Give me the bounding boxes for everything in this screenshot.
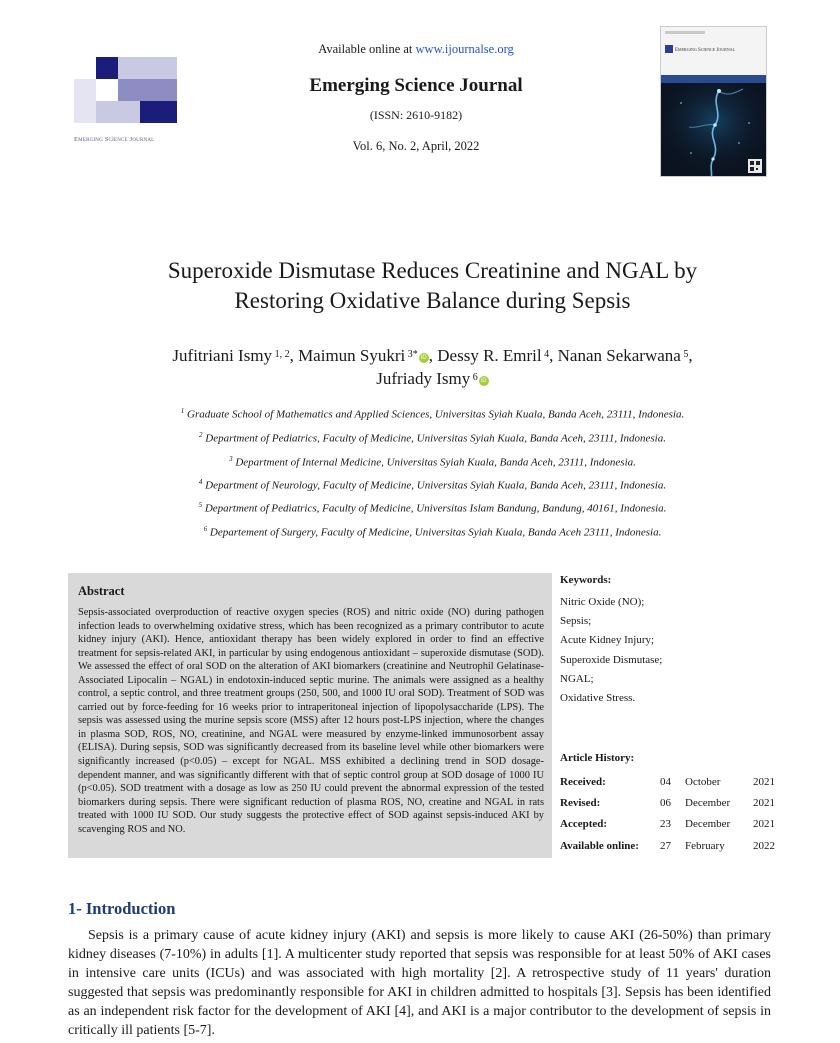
author-superscript: 6 — [472, 372, 478, 383]
affiliation — [100, 455, 765, 469]
article-history-heading: Article History: — [560, 752, 635, 764]
affiliation-text: Departement of Surgery, Faculty of Medicine, Universitas Syiah Kuala, Banda Aceh 23111, Indonesia. — [209, 526, 662, 539]
affiliation-text: Department of Internal Medicine, Universitas Syiah Kuala, Banda Aceh, 23111, Indonesia. — [235, 456, 636, 469]
history-month: October — [685, 776, 721, 788]
author-name: , Maimun Syukri — [289, 346, 406, 365]
affiliation-number: 5 — [198, 501, 203, 509]
author-list — [100, 344, 765, 390]
affiliation — [100, 478, 765, 492]
author-name: Jufriady Ismy — [376, 369, 471, 388]
available-online — [240, 42, 592, 57]
section-heading-introduction: 1- Introduction — [68, 899, 176, 918]
author-superscript: 1, 2 — [274, 349, 290, 360]
journal-issn: (ISSN: 2610-9182) — [369, 108, 463, 122]
history-month: December — [685, 818, 731, 830]
title-line-1: Superoxide Dismutase Reduces Creatinine and NGAL by — [167, 258, 698, 283]
history-row-available — [560, 840, 780, 854]
keyword-item: NGAL; — [560, 672, 594, 685]
history-row-revised — [560, 797, 780, 811]
abstract-text: Sepsis-associated overproduction of reactive oxygen species (ROS) and nitric oxide (NO) during pathogen infection leads to overwhelming oxidative stress, which has been recognized as a primary contributor to acute kidney injury (AKI). Hence, antioxidant therapy has been widely explored in order to find an effective treatment for sepsis-related AKI, in particular by using endogenous antioxidant – superoxide dismutase (SOD). We assessed the effect of oral SOD on the alteration of AKI biomarkers (creatinine and Neutrophil Gelatinase-Associated Lipocalin – NGAL) in endotoxin-induced septic murine. The animals were assigned as a healthy control, a septic control, and three treatment groups (250, 500, and 1000 IU oral SOD). Treatment of SOD was carried out by force-feeding for 16 weeks prior to intraperitoneal injection of lipopolysaccharide (LPS). The sepsis was assessed using the murine sepsis score (MSS) after 12 hours post-LPS injection, where the changes in plasma SOD, ROS, NO, creatinine, and NGAL were measured by enzyme-linked immunosorbent assay (ELISA). During sepsis, SOD was significantly decreased from its baseline level while other biomarkers were significantly increased (p<0.05) – except for NGAL. MSS exhibited a declining trend in SOD dosage-dependent manner, and was significantly different with that of septic control group at SOD dosage of 1000 IU (p<0.05). SOD treatment with a dosage as low as 250 IU could prevent the abnormal expression of the tested biomarkers during sepsis. There were significant reduction of plasma ROS, NO, creatine and NGAL in rats treated with 1000 IU SOD. Our study suggests the protective effect of SOD against sepsis-induced AKI by scavenging ROS and NO. — [78, 607, 544, 835]
author-line-1 — [100, 344, 765, 367]
author-name: Jufitriani Ismy — [172, 346, 273, 365]
keyword-item: Sepsis; — [560, 615, 592, 628]
introduction-paragraph: Sepsis is a primary cause of acute kidney injury (AKI) and sepsis is more likely to cause AKI (26-50%) than primary kidney diseases (7-10%) in adults [1]. A multicenter study reported that sepsis was responsible for at least 50% of AKI cases in intensive care units (ICUs) and was associated with high mortality [2]. A retrospective study of 11 years' duration suggested that sepsis was predominantly responsible for AKI in children admitted to hospitals [3]. Sepsis has been identified as an independent risk factor for the development of AKI [4], and AKI is a major contributor to the development of sepsis in critically ill patients [5-7]. — [68, 928, 771, 1039]
affiliation-number: 3 — [229, 455, 233, 463]
affiliation-number: 2 — [199, 431, 203, 439]
journal-volume: Vol. 6, No. 2, April, 2022 — [352, 139, 480, 153]
keyword-item: Oxidative Stress. — [560, 692, 636, 705]
history-row-accepted — [560, 818, 780, 832]
keyword-item: Nitric Oxide (NO); — [560, 596, 645, 608]
history-day: 06 — [660, 797, 671, 809]
history-day: 27 — [660, 840, 671, 852]
history-year: 2021 — [753, 797, 775, 809]
author-name: , Nanan Sekarwana — [549, 346, 681, 365]
journal-logo — [74, 47, 177, 150]
affiliation-text: Department of Pediatrics, Faculty of Medicine, Universitas Syiah Kuala, Banda Aceh, 23111, Indonesia. — [205, 432, 666, 445]
author-name: , Dessy R. Emril — [428, 346, 542, 365]
author-superscript: 3* — [407, 349, 418, 360]
available-prefix: Available online at — [318, 42, 416, 56]
history-year: 2022 — [753, 840, 775, 852]
keywords-heading: Keywords: — [560, 574, 612, 586]
abstract-heading: Abstract — [78, 584, 125, 598]
history-day: 04 — [660, 776, 671, 788]
keyword-item: Superoxide Dismutase; — [560, 653, 663, 666]
history-month: February — [685, 840, 725, 852]
orcid-icon[interactable]: iD — [479, 376, 489, 386]
logo-text: Emerging Science Journal — [74, 136, 155, 143]
paper-title — [100, 256, 765, 316]
cover-title: Emerging Science Journal — [675, 48, 736, 53]
affiliation — [100, 501, 765, 515]
affiliation-number: 1 — [180, 407, 185, 415]
affiliation — [100, 525, 765, 539]
journal-link[interactable]: www.ijournalse.org — [415, 42, 514, 56]
journal-cover-image — [660, 26, 767, 177]
history-day: 23 — [660, 818, 671, 830]
keywords-list — [560, 593, 662, 708]
orcid-icon[interactable]: iD — [419, 353, 429, 363]
keyword-item: Acute Kidney Injury; — [560, 634, 655, 647]
affiliation — [100, 407, 765, 421]
affiliation-text: Department of Neurology, Faculty of Medicine, Universitas Syiah Kuala, Banda Aceh, 23111, Indonesia. — [205, 479, 667, 492]
affiliation-text: Department of Pediatrics, Faculty of Medicine, Universitas Islam Bandung, Bandung, 40161, Indonesia. — [204, 502, 667, 515]
history-year: 2021 — [753, 776, 775, 788]
author-superscript: 5 — [683, 349, 689, 360]
history-month: December — [685, 797, 731, 809]
history-label: Revised: — [560, 797, 601, 809]
author-line-2 — [100, 367, 765, 390]
history-row-received — [560, 776, 780, 790]
title-line-2: Restoring Oxidative Balance during Sepsis — [234, 288, 631, 313]
author-superscript: 4 — [544, 349, 550, 360]
journal-name: Emerging Science Journal — [309, 75, 523, 96]
history-year: 2021 — [753, 818, 775, 830]
cover-artwork — [661, 83, 767, 177]
history-label: Available online: — [560, 840, 639, 852]
affiliation-number: 4 — [198, 478, 203, 486]
affiliation — [100, 431, 765, 445]
affiliation-number: 6 — [203, 525, 208, 533]
history-label: Received: — [560, 776, 606, 788]
affiliation-text: Graduate School of Mathematics and Applied Sciences, Universitas Syiah Kuala, Banda Aceh, 23111, Indonesia. — [187, 408, 685, 421]
history-label: Accepted: — [560, 818, 608, 830]
author-separator: , — [688, 346, 693, 365]
